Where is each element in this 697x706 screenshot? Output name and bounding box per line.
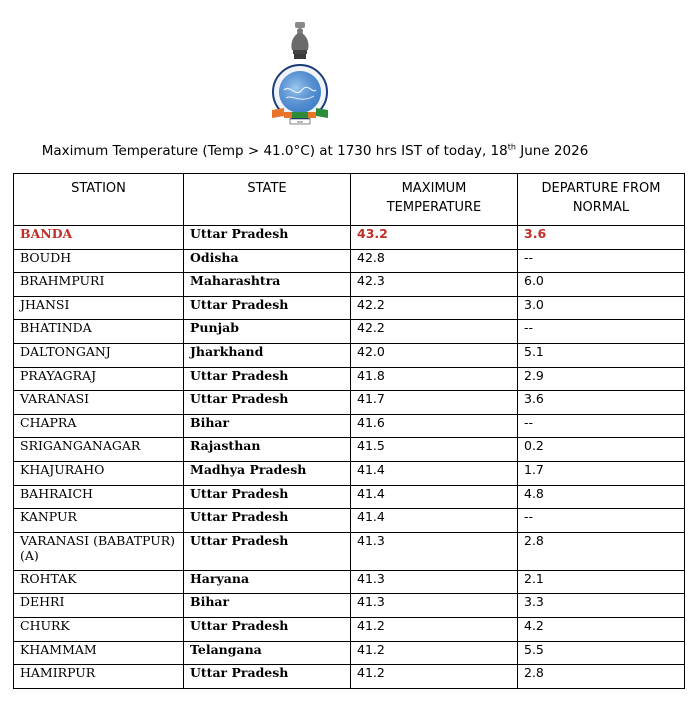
- departure-cell: 5.5: [518, 641, 685, 665]
- station-cell: ROHTAK: [14, 570, 184, 594]
- state-cell: Uttar Pradesh: [184, 509, 351, 533]
- max-temp-cell: 41.8: [351, 367, 518, 391]
- station-cell: BRAHMPURI: [14, 273, 184, 297]
- saffron-ribbon-icon: [272, 108, 284, 118]
- departure-cell: 1.7: [518, 461, 685, 485]
- table-row: [14, 617, 685, 641]
- state-cell: Maharashtra: [184, 273, 351, 297]
- station-cell: CHURK: [14, 617, 184, 641]
- station-cell: BANDA: [14, 226, 184, 250]
- max-temp-cell: 41.2: [351, 665, 518, 689]
- table-row: [14, 226, 685, 250]
- departure-cell: --: [518, 320, 685, 344]
- table-row: [14, 343, 685, 367]
- max-temp-cell: 43.2: [351, 226, 518, 250]
- max-temp-cell: 42.3: [351, 273, 518, 297]
- header-station: STATION: [14, 174, 184, 226]
- station-cell: BHATINDA: [14, 320, 184, 344]
- state-cell: Madhya Pradesh: [184, 461, 351, 485]
- max-temp-cell: 41.7: [351, 391, 518, 415]
- max-temp-cell: 42.2: [351, 320, 518, 344]
- state-cell: Bihar: [184, 414, 351, 438]
- state-cell: Jharkhand: [184, 343, 351, 367]
- state-cell: Rajasthan: [184, 438, 351, 462]
- departure-cell: 3.3: [518, 594, 685, 618]
- state-cell: Uttar Pradesh: [184, 665, 351, 689]
- table-row: [14, 438, 685, 462]
- station-cell: BAHRAICH: [14, 485, 184, 509]
- departure-cell: 6.0: [518, 273, 685, 297]
- title-superscript: th: [507, 142, 516, 152]
- station-cell: VARANASI: [14, 391, 184, 415]
- departure-cell: --: [518, 249, 685, 273]
- state-cell: Uttar Pradesh: [184, 367, 351, 391]
- table-row: [14, 509, 685, 533]
- station-cell: JHANSI: [14, 296, 184, 320]
- station-cell: HAMIRPUR: [14, 665, 184, 689]
- station-cell: DEHRI: [14, 594, 184, 618]
- station-cell: SRIGANGANAGAR: [14, 438, 184, 462]
- max-temp-cell: 42.8: [351, 249, 518, 273]
- table-row: [14, 296, 685, 320]
- state-cell: Uttar Pradesh: [184, 617, 351, 641]
- station-cell: DALTONGANJ: [14, 343, 184, 367]
- state-cell: Punjab: [184, 320, 351, 344]
- max-temp-cell: 41.2: [351, 617, 518, 641]
- departure-cell: 2.8: [518, 665, 685, 689]
- max-temperature-table: [13, 173, 685, 689]
- max-temp-cell: 42.2: [351, 296, 518, 320]
- max-temp-cell: 41.3: [351, 570, 518, 594]
- departure-cell: --: [518, 509, 685, 533]
- departure-cell: 4.2: [518, 617, 685, 641]
- header-max-temperature: MAXIMUM TEMPERATURE: [351, 174, 518, 226]
- table-row: [14, 320, 685, 344]
- departure-cell: 2.8: [518, 532, 685, 570]
- table-row: [14, 461, 685, 485]
- state-cell: Uttar Pradesh: [184, 226, 351, 250]
- max-temp-cell: 42.0: [351, 343, 518, 367]
- max-temp-cell: 41.4: [351, 485, 518, 509]
- departure-cell: 3.0: [518, 296, 685, 320]
- departure-cell: 4.8: [518, 485, 685, 509]
- table-row: [14, 273, 685, 297]
- max-temp-cell: 41.2: [351, 641, 518, 665]
- departure-cell: 2.9: [518, 367, 685, 391]
- table-row: [14, 641, 685, 665]
- svg-text:IMD: IMD: [297, 120, 303, 124]
- green-ribbon-icon: [316, 108, 328, 118]
- departure-cell: 5.1: [518, 343, 685, 367]
- table-row: [14, 532, 685, 570]
- header-state: STATE: [184, 174, 351, 226]
- station-cell: KHAJURAHO: [14, 461, 184, 485]
- state-cell: Uttar Pradesh: [184, 485, 351, 509]
- max-temp-cell: 41.6: [351, 414, 518, 438]
- max-temp-cell: 41.5: [351, 438, 518, 462]
- header-departure: DEPARTURE FROM NORMAL: [518, 174, 685, 226]
- station-cell: KANPUR: [14, 509, 184, 533]
- table-row: [14, 665, 685, 689]
- departure-cell: 2.1: [518, 570, 685, 594]
- table-row: [14, 414, 685, 438]
- station-cell: PRAYAGRAJ: [14, 367, 184, 391]
- max-temp-cell: 41.4: [351, 509, 518, 533]
- title-date: June 2026: [515, 143, 589, 159]
- imd-emblem-logo: [270, 20, 330, 126]
- departure-cell: --: [518, 414, 685, 438]
- table-row: [14, 367, 685, 391]
- departure-cell: 3.6: [518, 391, 685, 415]
- state-cell: Uttar Pradesh: [184, 391, 351, 415]
- state-cell: Telangana: [184, 641, 351, 665]
- state-cell: Bihar: [184, 594, 351, 618]
- max-temp-cell: 41.3: [351, 532, 518, 570]
- state-cell: Uttar Pradesh: [184, 532, 351, 570]
- station-cell: CHAPRA: [14, 414, 184, 438]
- station-cell: BOUDH: [14, 249, 184, 273]
- table-row: [14, 570, 685, 594]
- table-row: [14, 485, 685, 509]
- station-cell: VARANASI (BABATPUR) (A): [14, 532, 184, 570]
- state-cell: Odisha: [184, 249, 351, 273]
- title-text: Maximum Temperature (Temp > 41.0°C) at 1730 hrs IST of today, 18: [41, 143, 508, 159]
- departure-cell: 3.6: [518, 226, 685, 250]
- table-row: [14, 594, 685, 618]
- state-cell: Haryana: [184, 570, 351, 594]
- table-row: [14, 249, 685, 273]
- max-temp-cell: 41.4: [351, 461, 518, 485]
- max-temp-cell: 41.3: [351, 594, 518, 618]
- table-header-row: [14, 174, 685, 226]
- lion-capital-icon: [291, 22, 308, 59]
- state-cell: Uttar Pradesh: [184, 296, 351, 320]
- departure-cell: 0.2: [518, 438, 685, 462]
- table-row: [14, 391, 685, 415]
- station-cell: KHAMMAM: [14, 641, 184, 665]
- page-title: [0, 143, 630, 159]
